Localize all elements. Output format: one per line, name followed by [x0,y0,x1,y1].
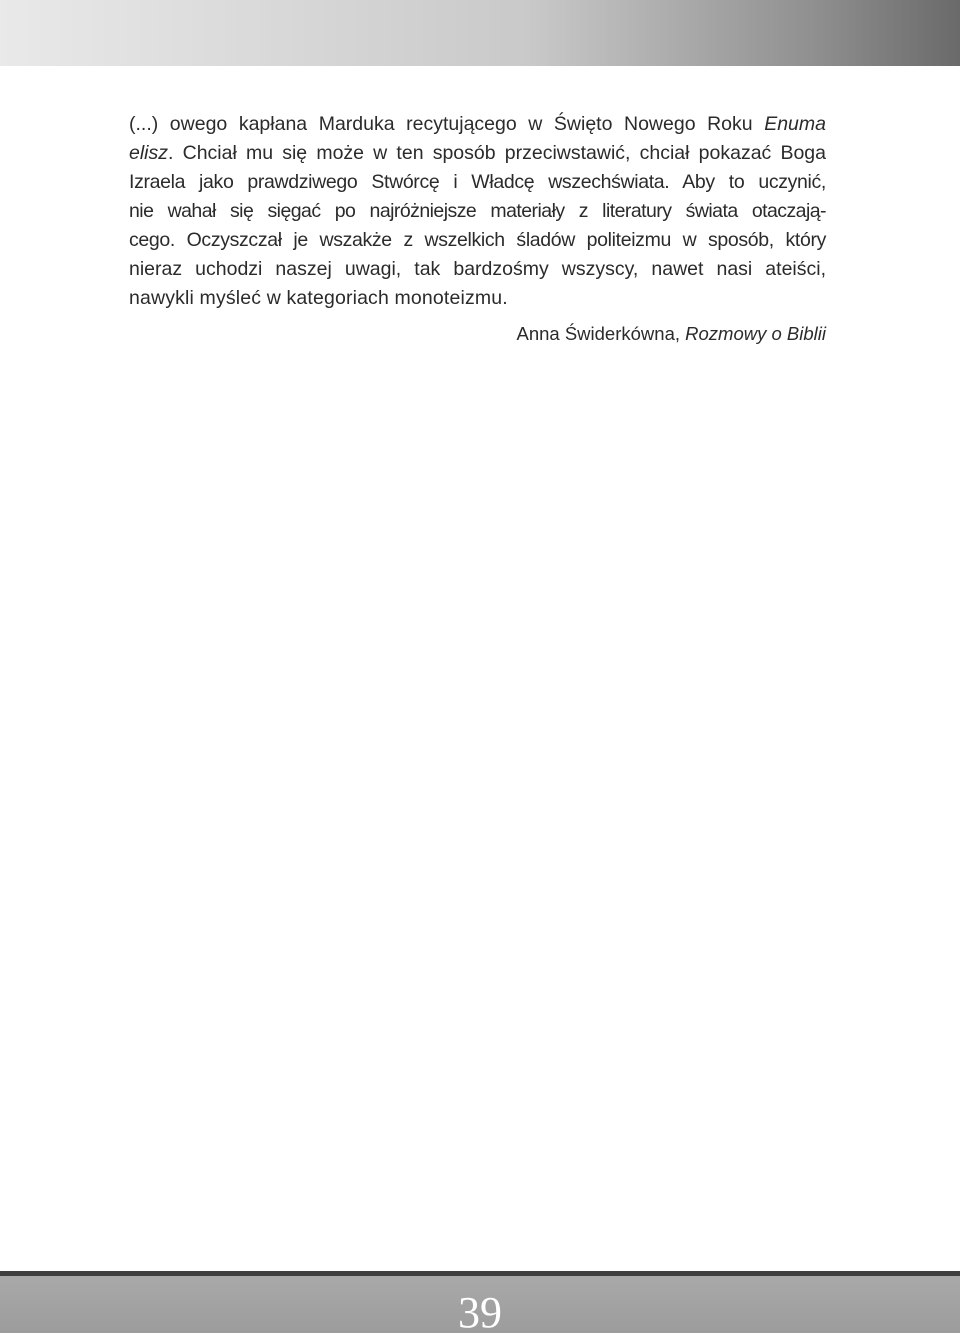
page-number: 39 [458,1288,502,1337]
quote-line: nie wahał się sięgać po najróżniejsze materiały z literatury świata otaczają- [129,200,826,222]
quote-block [129,110,826,348]
top-decorative-band [0,0,960,66]
quote-line: cego. Oczyszczał je wszakże z wszelkich śladów politeizmu w sposób, który [129,229,826,251]
attribution-author: Anna Świderkówna, [516,323,686,344]
quote-line: nieraz uchodzi naszej uwagi, tak bardzośmy wszyscy, nawet nasi ateiści, [129,258,826,280]
quote-line: Izraela jako prawdziwego Stwórcę i Władcę wszechświata. Aby to uczynić, [129,171,826,193]
quote-line: (...) owego kapłana Marduka recytującego w Święto Nowego Roku Enuma [129,113,826,135]
attribution-book-title: Rozmowy o Biblii [685,323,826,344]
quote-line: nawykli myśleć w kategoriach monoteizmu. [129,287,508,309]
quote-line: elisz. Chciał mu się może w ten sposób przeciwstawić, chciał pokazać Boga [129,142,826,164]
quote-attribution [129,319,826,348]
